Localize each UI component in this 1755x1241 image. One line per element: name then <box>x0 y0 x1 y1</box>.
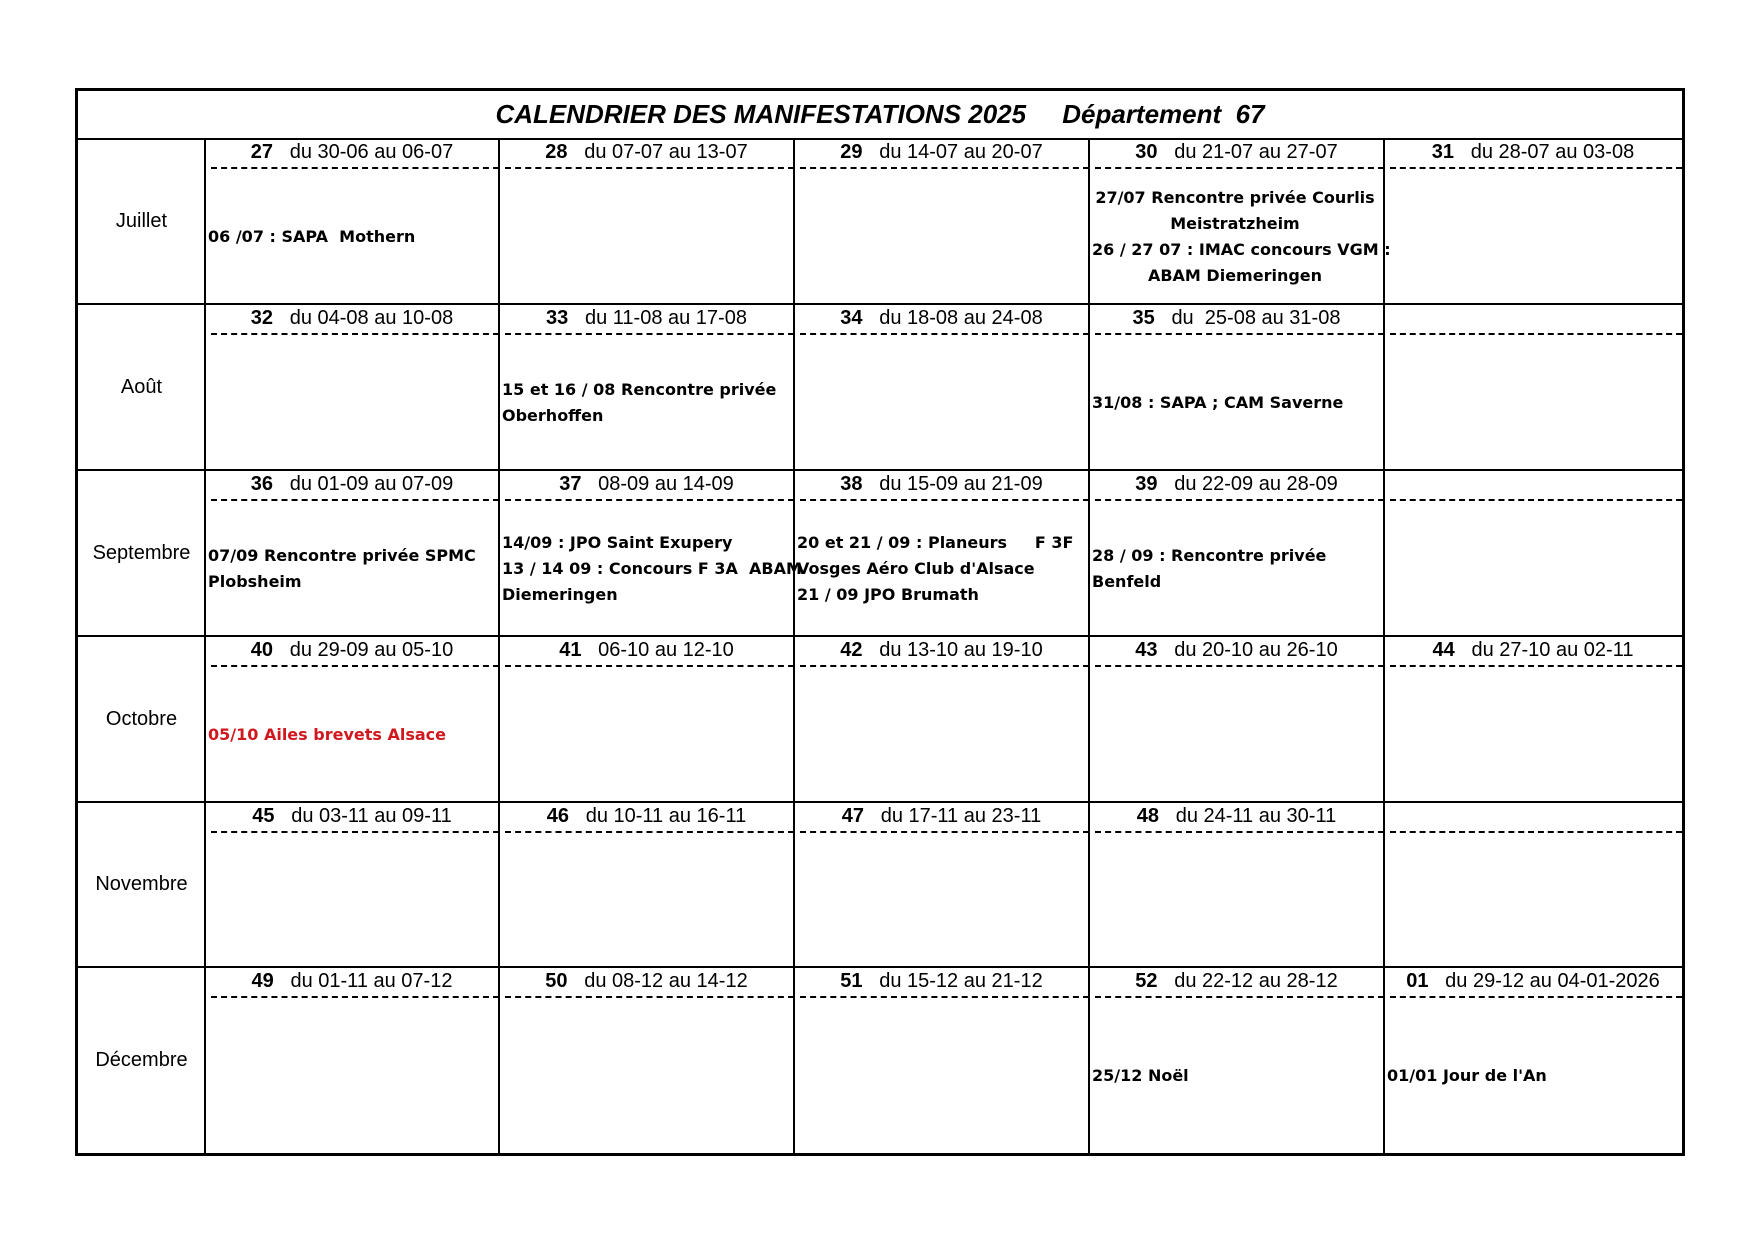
event-text: ABAM Diemeringen <box>1147 265 1323 285</box>
week-range: du 25-08 au 31-08 <box>1171 307 1341 329</box>
week-range: du 15-12 au 21-12 <box>879 970 1043 992</box>
event-list <box>208 501 493 636</box>
week-gap <box>275 805 292 827</box>
week-divider <box>505 167 794 169</box>
week-number: 48 <box>1136 805 1160 827</box>
week-range: du 13-10 au 19-10 <box>879 639 1043 661</box>
week-divider <box>505 831 794 833</box>
event-text: 25/12 Noël <box>1092 1065 1189 1085</box>
week-cell <box>499 470 802 636</box>
week-gap <box>863 639 880 661</box>
event-list <box>1092 501 1378 636</box>
week-gap <box>863 970 880 992</box>
week-cell <box>1089 967 1384 1153</box>
week-cell <box>205 470 499 636</box>
week-number: 01 <box>1406 970 1429 992</box>
week-header <box>794 470 1089 498</box>
week-number: 37 <box>559 473 582 495</box>
week-cell <box>794 470 1089 636</box>
week-number: 40 <box>250 639 274 661</box>
week-cell <box>1384 470 1682 636</box>
week-divider <box>1390 333 1682 335</box>
week-divider <box>211 333 499 335</box>
row-separator <box>78 801 1682 803</box>
row-separator <box>78 303 1682 305</box>
week-cell <box>1089 802 1384 967</box>
week-range: du 29-09 au 05-10 <box>289 639 454 661</box>
event-list <box>208 667 493 802</box>
title-department: Département 67 <box>1062 99 1265 129</box>
month-label: Août <box>120 375 163 398</box>
week-header <box>1384 967 1682 995</box>
event-list <box>502 501 802 636</box>
week-gap <box>1158 473 1175 495</box>
row-separator <box>78 635 1682 637</box>
week-number: 41 <box>559 639 582 661</box>
week-gap <box>1155 307 1172 329</box>
event-list <box>208 169 493 304</box>
week-number: 39 <box>1135 473 1158 495</box>
week-range: du 18-08 au 24-08 <box>879 307 1043 329</box>
event-text: Diemeringen <box>502 584 618 604</box>
event-text: 13 / 14 09 : Concours F 3A ABAM <box>502 558 802 578</box>
week-range: du 04-08 au 10-08 <box>289 307 454 329</box>
week-number: 28 <box>545 141 568 163</box>
event-text: 14/09 : JPO Saint Exupery <box>502 532 733 552</box>
week-gap <box>273 141 290 163</box>
week-header <box>499 802 794 830</box>
week-gap <box>863 141 880 163</box>
week-cell <box>499 967 794 1153</box>
title-gap <box>1026 99 1062 130</box>
week-range: du 01-09 au 07-09 <box>289 473 454 495</box>
week-gap <box>273 639 290 661</box>
month-label: Décembre <box>95 1048 188 1071</box>
week-number: 31 <box>1431 141 1455 163</box>
week-cell <box>205 636 499 802</box>
week-cell <box>499 802 794 967</box>
week-divider <box>800 333 1089 335</box>
event-text: Vosges Aéro Club d'Alsace <box>797 558 1035 578</box>
week-header <box>499 304 794 332</box>
week-header <box>1089 636 1384 664</box>
week-range: du 07-07 au 13-07 <box>584 141 748 163</box>
week-cell <box>794 967 1089 1153</box>
week-range: du 30-06 au 06-07 <box>289 141 454 163</box>
week-divider <box>800 996 1089 998</box>
week-gap <box>864 805 881 827</box>
title-main: CALENDRIER DES MANIFESTATIONS 2025 <box>495 99 1027 129</box>
week-divider <box>1390 167 1682 169</box>
week-number: 45 <box>252 805 275 827</box>
week-range: du 20-10 au 26-10 <box>1174 639 1338 661</box>
week-range: du 14-07 au 20-07 <box>879 141 1043 163</box>
column-separator <box>1088 138 1090 1153</box>
week-range: du 10-11 au 16-11 <box>585 805 747 827</box>
event-text: 15 et 16 / 08 Rencontre privée <box>502 379 777 399</box>
week-range: du 17-11 au 23-11 <box>880 805 1042 827</box>
event-text: 28 / 09 : Rencontre privée <box>1092 545 1327 565</box>
week-gap <box>863 307 880 329</box>
event-list <box>502 335 788 470</box>
week-cell <box>205 967 499 1153</box>
week-header <box>1089 470 1384 498</box>
week-divider <box>1095 665 1384 667</box>
week-gap <box>863 473 880 495</box>
week-cell <box>794 636 1089 802</box>
event-text: 20 et 21 / 09 : Planeurs F 3F <box>797 532 1074 552</box>
week-gap <box>1158 639 1175 661</box>
month-label: Octobre <box>105 707 178 730</box>
week-number: 43 <box>1135 639 1158 661</box>
week-gap <box>274 970 291 992</box>
week-header <box>499 967 794 995</box>
week-divider <box>211 996 499 998</box>
column-separator <box>793 138 795 1153</box>
week-number: 27 <box>250 141 274 163</box>
event-text: 07/09 Rencontre privée SPMC <box>208 545 476 565</box>
week-header <box>205 636 499 664</box>
week-number: 30 <box>1135 141 1158 163</box>
week-header <box>1089 802 1384 830</box>
week-cell <box>1089 304 1384 470</box>
week-gap <box>1455 639 1472 661</box>
week-cell <box>1089 470 1384 636</box>
week-range: du 22-12 au 28-12 <box>1174 970 1338 992</box>
event-text: 01/01 Jour de l'An <box>1387 1065 1547 1085</box>
calendar-table <box>75 88 1685 1156</box>
event-list <box>1387 998 1676 1153</box>
week-gap <box>568 970 585 992</box>
event-text: 31/08 : SAPA ; CAM Saverne <box>1092 392 1344 412</box>
week-number: 50 <box>545 970 568 992</box>
week-number: 49 <box>251 970 274 992</box>
event-text: 26 / 27 07 : IMAC concours VGM : <box>1092 239 1391 259</box>
week-header <box>1384 802 1682 830</box>
month-label: Septembre <box>92 541 191 564</box>
week-number: 33 <box>546 307 569 329</box>
week-header <box>794 636 1089 664</box>
week-number: 42 <box>840 639 863 661</box>
week-divider <box>800 167 1089 169</box>
week-header <box>1089 304 1384 332</box>
event-list <box>1092 335 1378 470</box>
event-text: 27/07 Rencontre privée Courlis <box>1095 187 1375 207</box>
event-list <box>797 501 1083 636</box>
event-text: 21 / 09 JPO Brumath <box>797 584 979 604</box>
week-gap <box>1428 970 1445 992</box>
event-text: Oberhoffen <box>502 405 604 425</box>
week-divider <box>800 665 1089 667</box>
week-cell <box>1384 138 1682 304</box>
week-header <box>794 802 1089 830</box>
week-header <box>794 304 1089 332</box>
week-number: 51 <box>840 970 863 992</box>
event-list <box>1092 998 1378 1153</box>
week-range: du 11-08 au 17-08 <box>584 307 747 329</box>
week-cell <box>205 138 499 304</box>
week-header <box>1384 636 1682 664</box>
week-header <box>794 967 1089 995</box>
week-divider <box>505 665 794 667</box>
event-text: 06 /07 : SAPA Mothern <box>208 226 416 246</box>
week-gap <box>273 473 290 495</box>
week-gap <box>1159 805 1176 827</box>
week-cell <box>1384 304 1682 470</box>
week-range: du 03-11 au 09-11 <box>291 805 452 827</box>
week-cell <box>794 304 1089 470</box>
week-header <box>499 636 794 664</box>
week-cell <box>1089 636 1384 802</box>
event-text: Meistratzheim <box>1170 213 1300 233</box>
week-number: 36 <box>250 473 274 495</box>
week-divider <box>505 996 794 998</box>
week-divider <box>1390 499 1682 501</box>
week-number: 38 <box>840 473 863 495</box>
week-header <box>1384 470 1682 498</box>
week-header <box>1384 138 1682 166</box>
week-number: 52 <box>1135 970 1158 992</box>
week-range: du 27-10 au 02-11 <box>1471 639 1634 661</box>
week-header <box>794 138 1089 166</box>
week-header <box>1089 967 1384 995</box>
week-header <box>1089 138 1384 166</box>
week-divider <box>1390 831 1682 833</box>
week-cell <box>1384 967 1682 1153</box>
week-header <box>205 304 499 332</box>
week-number: 46 <box>546 805 570 827</box>
event-text: Plobsheim <box>208 571 302 591</box>
week-cell <box>499 138 794 304</box>
week-divider <box>211 831 499 833</box>
week-range: du 21-07 au 27-07 <box>1174 141 1338 163</box>
week-cell <box>205 802 499 967</box>
week-cell <box>1384 636 1682 802</box>
column-separator <box>1383 138 1385 1153</box>
week-cell <box>794 138 1089 304</box>
week-gap <box>1454 141 1471 163</box>
week-header <box>499 470 794 498</box>
week-range: du 24-11 au 30-11 <box>1175 805 1337 827</box>
row-separator <box>78 469 1682 471</box>
week-header <box>1384 304 1682 332</box>
week-range: du 15-09 au 21-09 <box>879 473 1043 495</box>
week-range: du 28-07 au 03-08 <box>1470 141 1635 163</box>
column-separator <box>204 138 206 1153</box>
week-range: 06-10 au 12-10 <box>598 639 734 661</box>
week-gap <box>569 805 586 827</box>
week-header <box>205 470 499 498</box>
week-number: 29 <box>840 141 863 163</box>
week-gap <box>581 639 598 661</box>
week-number: 34 <box>840 307 863 329</box>
week-header <box>499 138 794 166</box>
event-text: Benfeld <box>1092 571 1162 591</box>
week-header <box>205 802 499 830</box>
week-range: du 08-12 au 14-12 <box>584 970 748 992</box>
week-gap <box>1158 970 1175 992</box>
week-range: du 01-11 au 07-12 <box>290 970 453 992</box>
week-range: du 29-12 au 04-01-2026 <box>1445 970 1660 992</box>
week-divider <box>1390 665 1682 667</box>
week-cell <box>794 802 1089 967</box>
page-title <box>78 91 1682 140</box>
week-divider <box>800 831 1089 833</box>
row-separator <box>78 966 1682 968</box>
week-gap <box>568 141 585 163</box>
week-header <box>205 138 499 166</box>
week-number: 32 <box>250 307 274 329</box>
week-cell <box>205 304 499 470</box>
week-gap <box>581 473 598 495</box>
week-number: 44 <box>1432 639 1455 661</box>
week-cell <box>499 304 794 470</box>
week-cell <box>1089 138 1391 304</box>
week-number: 35 <box>1132 307 1155 329</box>
week-header <box>205 967 499 995</box>
column-separator <box>498 138 500 1153</box>
week-cell <box>1384 802 1682 967</box>
week-range: du 22-09 au 28-09 <box>1174 473 1338 495</box>
event-text: 05/10 Ailes brevets Alsace <box>208 724 446 744</box>
week-gap <box>568 307 585 329</box>
week-range: 08-09 au 14-09 <box>598 473 734 495</box>
week-gap <box>1158 141 1175 163</box>
event-list <box>1092 169 1391 304</box>
month-label: Novembre <box>95 873 188 895</box>
week-divider <box>1095 831 1384 833</box>
week-cell <box>499 636 794 802</box>
week-number: 47 <box>841 805 865 827</box>
week-gap <box>273 307 290 329</box>
month-label: Juillet <box>115 209 168 232</box>
